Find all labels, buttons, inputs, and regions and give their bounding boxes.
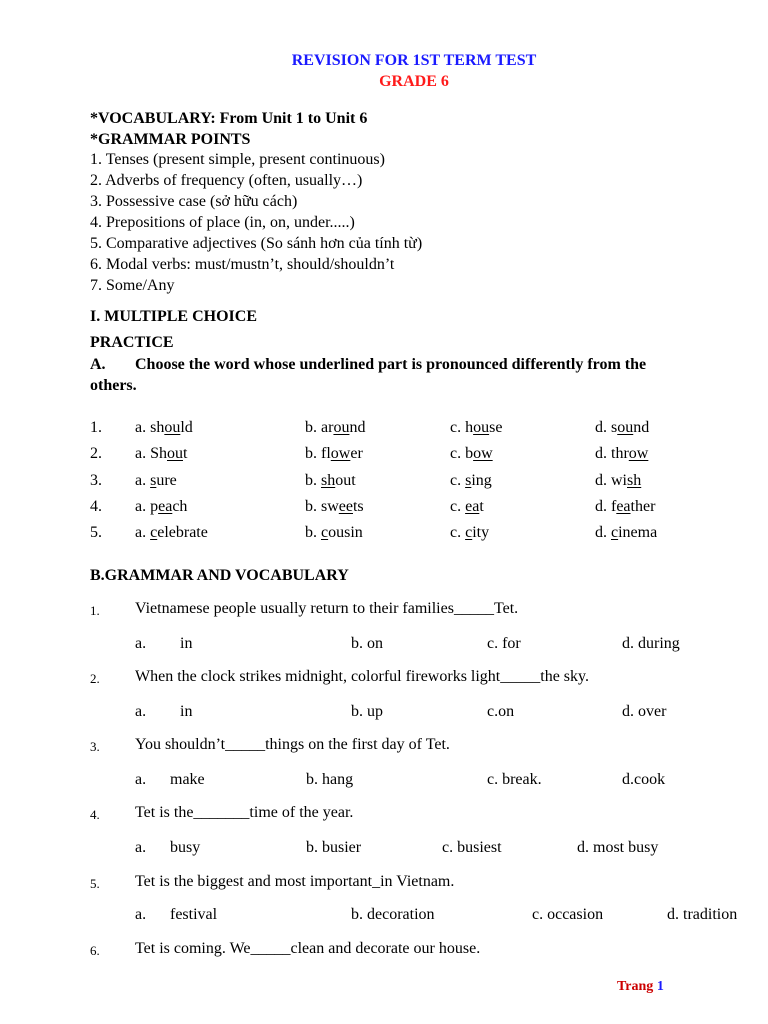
option-a: a. sure <box>135 472 177 489</box>
option-c: c. break. <box>487 771 542 788</box>
option-a-label: a. <box>135 839 147 856</box>
option-c: c. eat <box>450 498 484 515</box>
question-text: Tet is the_______time of the year. <box>135 804 354 821</box>
page-label: Trang <box>617 979 654 994</box>
option-d: d. wish <box>595 472 642 489</box>
option-a-label: a. <box>135 771 147 788</box>
question-number: 1. <box>90 603 100 618</box>
option-a-label: a. <box>135 635 147 652</box>
option-b: b. around <box>305 419 366 436</box>
option-b: b. hang <box>306 771 354 788</box>
part-a-instruction: Choose the word whose underlined part is pronounced differently from the <box>135 356 647 373</box>
option-a: a. Shout <box>135 445 188 462</box>
question-text: Tet is coming. We_____clean and decorate our house. <box>135 940 481 957</box>
page-number: 1 <box>656 979 664 994</box>
grammar-point: 4. Prepositions of place (in, on, under.....) <box>90 214 355 231</box>
question-text: Vietnamese people usually return to their families_____Tet. <box>135 600 519 617</box>
part-a-label: A. <box>90 356 106 373</box>
option-d: d. feather <box>595 498 656 515</box>
grammar-point: 3. Possessive case (sở hữu cách) <box>90 193 298 210</box>
page-footer <box>617 979 664 995</box>
option-c: c. sing <box>450 472 492 489</box>
option-a-label: a. <box>135 703 147 720</box>
option-a: busy <box>170 839 201 856</box>
option-b: b. decoration <box>351 906 435 923</box>
option-b: b. flower <box>305 445 363 462</box>
option-c: c. bow <box>450 445 493 462</box>
option-b: b. busier <box>306 839 362 856</box>
option-a-label: a. <box>135 906 147 923</box>
option-d: d. sound <box>595 419 650 436</box>
option-c: c.on <box>487 703 515 720</box>
option-d: d. most busy <box>577 839 659 856</box>
question-number: 5. <box>90 876 100 891</box>
question-number: 3. <box>90 739 100 754</box>
option-b: b. shout <box>305 472 356 489</box>
question-text: Tet is the biggest and most important_in Vietnam. <box>135 873 455 890</box>
question-number: 3. <box>90 472 102 489</box>
grade-heading: GRADE 6 <box>379 73 449 90</box>
grammar-point: 6. Modal verbs: must/mustn’t, should/shouldn’t <box>90 256 395 273</box>
option-b: b. cousin <box>305 524 363 541</box>
question-number: 2. <box>90 671 100 686</box>
grammar-point: 1. Tenses (present simple, present continuous) <box>90 151 385 168</box>
option-a: make <box>170 771 205 788</box>
option-d: d. during <box>622 635 680 652</box>
option-d: d. tradition <box>667 906 738 923</box>
option-a: in <box>180 703 193 720</box>
vocabulary-heading: *VOCABULARY: From Unit 1 to Unit 6 <box>90 110 368 127</box>
question-number: 4. <box>90 807 100 822</box>
grammar-heading: *GRAMMAR POINTS <box>90 131 251 148</box>
option-b: b. sweets <box>305 498 364 515</box>
question-text: You shouldn’t_____things on the first day of Tet. <box>135 736 450 753</box>
question-number: 4. <box>90 498 102 515</box>
option-d: d. cinema <box>595 524 658 541</box>
option-d: d. over <box>622 703 667 720</box>
option-c: c. house <box>450 419 503 436</box>
option-a: a. celebrate <box>135 524 208 541</box>
option-c: c. for <box>487 635 521 652</box>
option-a: in <box>180 635 193 652</box>
option-a: a. peach <box>135 498 188 515</box>
option-b: b. up <box>351 703 383 720</box>
option-d: d.cook <box>622 771 666 788</box>
question-number: 2. <box>90 445 102 462</box>
document-title: REVISION FOR 1ST TERM TEST <box>291 52 537 69</box>
question-number: 5. <box>90 524 102 541</box>
option-d: d. throw <box>595 445 649 462</box>
question-number: 1. <box>90 419 102 436</box>
grammar-point: 7. Some/Any <box>90 277 175 294</box>
practice-heading: PRACTICE <box>90 334 174 351</box>
option-b: b. on <box>351 635 383 652</box>
question-text: When the clock strikes midnight, colorful fireworks light_____the sky. <box>135 668 589 685</box>
part-b-heading: B.GRAMMAR AND VOCABULARY <box>90 567 349 584</box>
grammar-point: 2. Adverbs of frequency (often, usually…) <box>90 172 363 189</box>
option-c: c. city <box>450 524 490 541</box>
option-a: festival <box>170 906 218 923</box>
grammar-point: 5. Comparative adjectives (So sánh hơn của tính từ) <box>90 235 423 252</box>
option-a: a. should <box>135 419 193 436</box>
option-c: c. occasion <box>532 906 604 923</box>
section-heading: I. MULTIPLE CHOICE <box>90 308 257 325</box>
question-number: 6. <box>90 943 100 958</box>
part-a-instruction: others. <box>90 377 137 394</box>
option-c: c. busiest <box>442 839 502 856</box>
